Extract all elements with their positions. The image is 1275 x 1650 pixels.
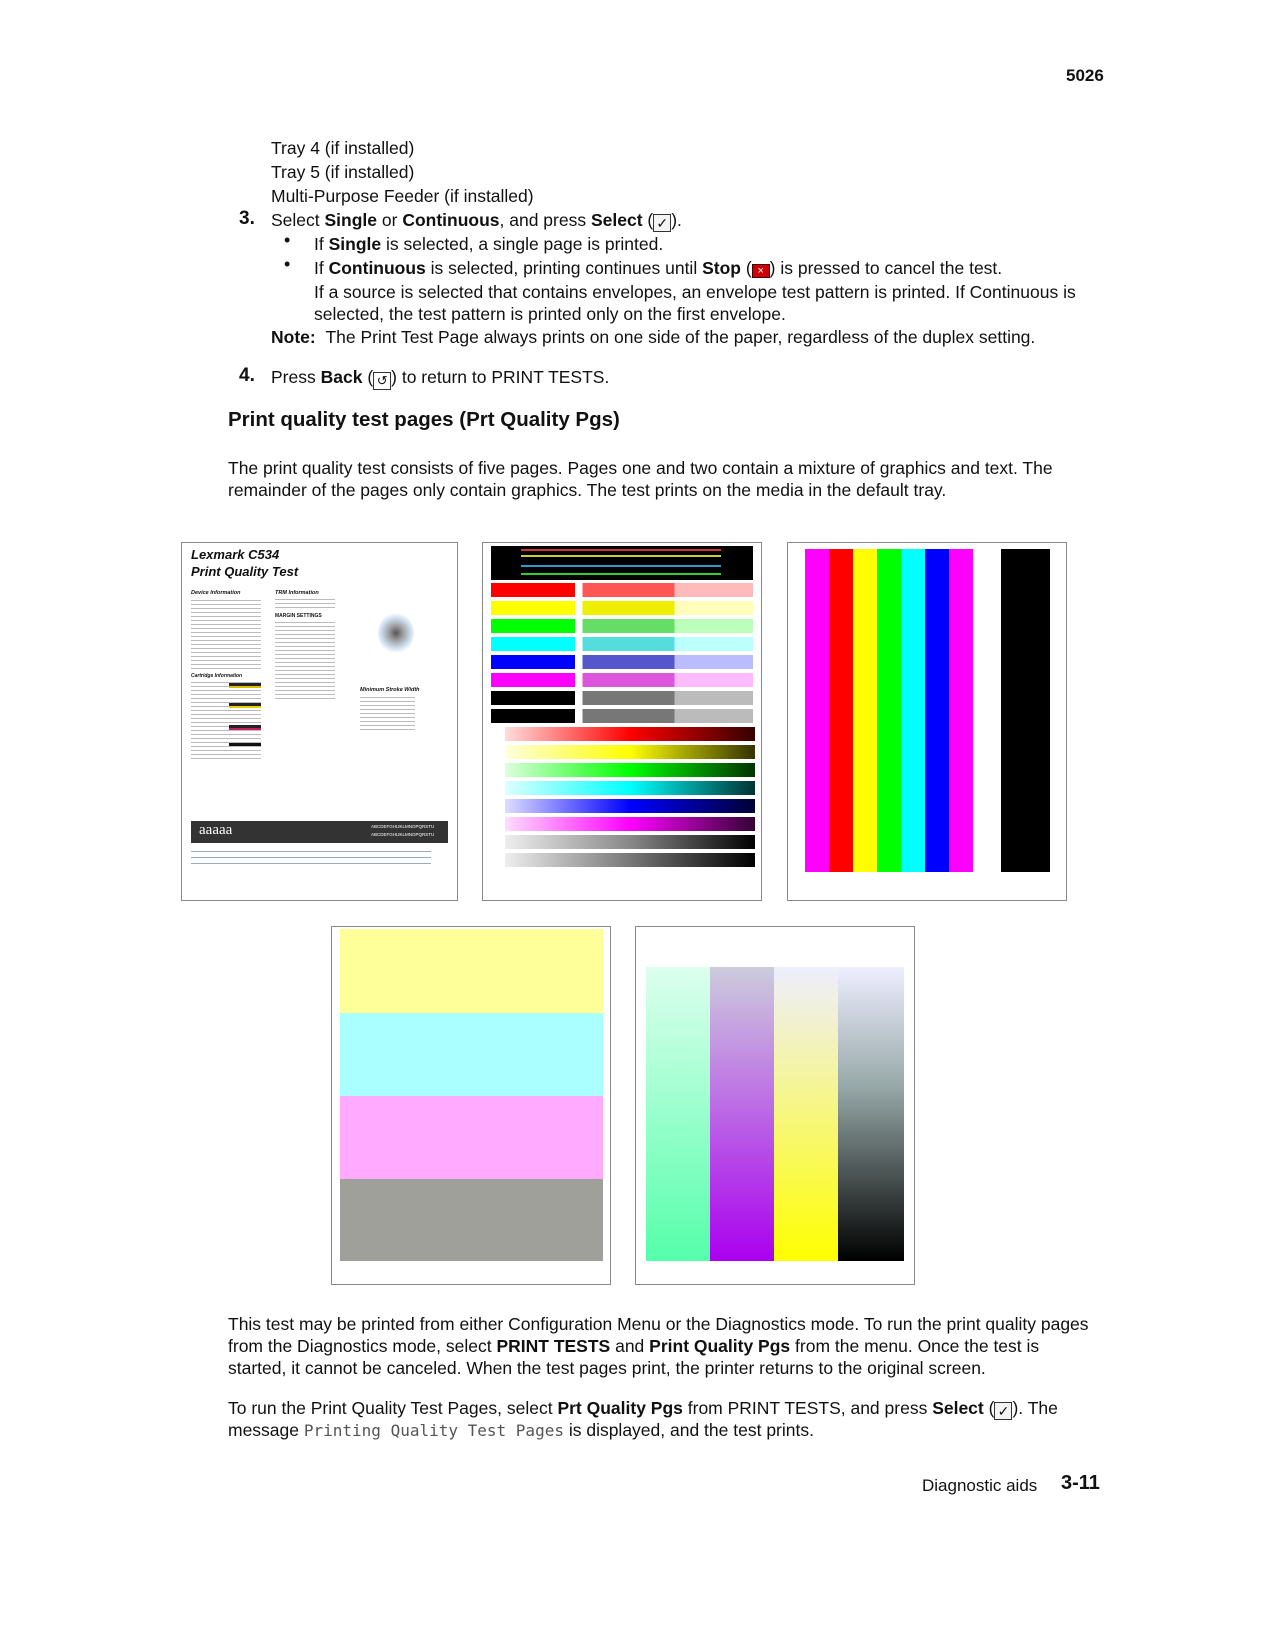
stop-x-icon: × xyxy=(752,264,770,278)
sample-page-4 xyxy=(331,926,611,1285)
step-number: 3. xyxy=(239,208,255,229)
test-dot-graphic xyxy=(378,613,414,653)
intro-text: The print quality test consists of five pages. Pages one and two contain a mixture of graphics and text. The xyxy=(228,458,1053,478)
body-text: To run the Print Quality Test Pages, select Prt Quality Pgs from PRINT TESTS, and press Select ( ✓ ). The xyxy=(228,1398,1058,1419)
cartridge-bar xyxy=(229,683,261,688)
list-item: Tray 5 (if installed) xyxy=(271,162,415,182)
back-arrow-icon: ↺ xyxy=(373,372,391,390)
gradient-rows xyxy=(505,727,755,873)
list-item: Tray 4 (if installed) xyxy=(271,138,415,158)
step-number: 4. xyxy=(239,365,255,386)
font-banner xyxy=(191,821,448,843)
body-text: message Printing Quality Test Pages is displayed, and the test prints. xyxy=(228,1420,814,1440)
sample-page-1 xyxy=(181,542,458,901)
note: Note: The Print Test Page always prints on one side of the paper, regardless of the duplex setting. xyxy=(271,327,1036,347)
footer-section: Diagnostic aids xyxy=(922,1476,1038,1495)
bullet-text: If Continuous is selected, printing continues until Stop ( × ) is pressed to cancel the test. xyxy=(314,258,1003,278)
sample-page-5 xyxy=(635,926,915,1285)
text-block xyxy=(275,597,335,611)
alphabet-sample: ABCDEFGHIJKLMNOPQRSTU xyxy=(371,832,435,837)
page-number: 3-11 xyxy=(1061,1472,1100,1494)
margin-settings-label: MARGIN SETTINGS xyxy=(275,613,322,619)
dark-text-block xyxy=(491,546,753,580)
trm-info-label: TRM Information xyxy=(275,590,319,596)
envelope-text: selected, the test pattern is printed only on the first envelope. xyxy=(314,304,786,324)
sample-subtitle: Print Quality Test xyxy=(191,564,299,579)
doc-number: 5026 xyxy=(1066,66,1104,85)
check-icon: ✓ xyxy=(653,214,671,232)
intro-text: remainder of the pages only contain graphics. The test prints on the media in the default tray. xyxy=(228,480,947,500)
text-block xyxy=(191,848,431,868)
section-title: Print quality test pages (Prt Quality Pgs) xyxy=(228,408,620,431)
text-block xyxy=(275,620,335,702)
device-info-label: Device Information xyxy=(191,590,241,596)
text-block xyxy=(191,680,261,760)
body-text: This test may be printed from either Configuration Menu or the Diagnostics mode. To run the print quality pages xyxy=(228,1314,1089,1334)
cartridge-bar xyxy=(229,725,261,730)
text-block xyxy=(360,695,415,731)
step4-text: Press Back ( ↺ ) to return to PRINT TESTS. xyxy=(271,367,610,388)
bullet-icon: • xyxy=(284,230,291,250)
check-icon: ✓ xyxy=(994,1402,1012,1420)
font-sample: aaaaa xyxy=(199,822,233,838)
alphabet-sample: ABCDEFGHIJKLMNOPQRSTU xyxy=(371,824,435,829)
sample-title: Lexmark C534 xyxy=(191,547,280,562)
step3-text: Select Single or Continuous, and press Select ( ✓ ). xyxy=(271,210,682,231)
text-block xyxy=(191,598,261,670)
envelope-text: If a source is selected that contains envelopes, an envelope test pattern is printed. If Continuous is xyxy=(314,282,1076,302)
cartridge-info-label: Cartridge Information xyxy=(191,673,243,679)
color-rows xyxy=(491,583,753,723)
bullet-text: If Single is selected, a single page is printed. xyxy=(314,234,664,254)
body-text: from the Diagnostics mode, select PRINT TESTS and Print Quality Pgs from the menu. Once the test is xyxy=(228,1336,1040,1356)
sample-page-3 xyxy=(787,542,1067,901)
message-text: Printing Quality Test Pages xyxy=(303,1421,564,1440)
bullet-icon: • xyxy=(284,254,291,274)
min-stroke-label: Minimum Stroke Width xyxy=(360,687,420,693)
list-item: Multi-Purpose Feeder (if installed) xyxy=(271,186,534,206)
cartridge-bar xyxy=(229,743,261,746)
cartridge-bar xyxy=(229,703,261,708)
sample-page-2 xyxy=(482,542,762,901)
body-text: started, it cannot be canceled. When the test pages print, the printer returns to the original screen. xyxy=(228,1358,986,1378)
